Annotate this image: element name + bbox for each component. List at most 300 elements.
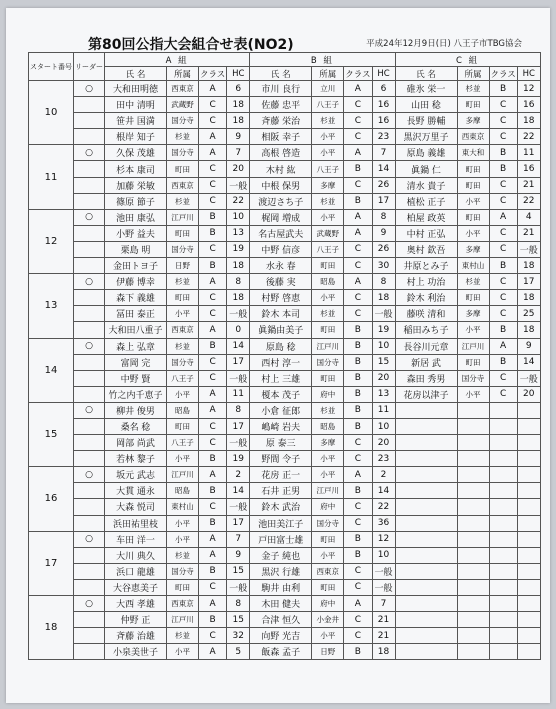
block-a-header: A 組	[105, 53, 250, 67]
block-b-player-affiliation: 町田	[312, 322, 344, 338]
block-b-player-class: B	[344, 370, 372, 386]
leader-mark	[74, 370, 105, 386]
block-c-player-affiliation	[457, 531, 489, 547]
block-b-player-name: 後藤 実	[250, 274, 312, 290]
block-a-player-class: C	[199, 290, 227, 306]
block-a-player-handicap: 一般	[227, 435, 250, 451]
block-c-player-handicap	[517, 531, 540, 547]
block-c-player-class	[489, 483, 517, 499]
block-a-player-handicap: 19	[227, 241, 250, 257]
block-c-player-affiliation	[457, 644, 489, 660]
block-c-player-handicap: 18	[517, 322, 540, 338]
player-row	[29, 402, 541, 418]
col-hc-header: HC	[517, 67, 540, 81]
block-a-player-affiliation: 西東京	[167, 596, 199, 612]
block-c-player-handicap	[517, 579, 540, 595]
block-a-player-name: 金田トヨ子	[105, 258, 167, 274]
block-c-player-affiliation	[457, 612, 489, 628]
block-b-player-name: 村上 三雄	[250, 370, 312, 386]
block-a-player-affiliation: 東村山	[167, 499, 199, 515]
player-row	[29, 370, 541, 386]
block-b-player-name: 榎本 茂子	[250, 386, 312, 402]
block-b-player-affiliation: 昭島	[312, 274, 344, 290]
block-b-player-affiliation: 杉並	[312, 113, 344, 129]
block-c-player-affiliation	[457, 418, 489, 434]
leader-mark: ○	[74, 145, 105, 161]
leader-mark	[74, 547, 105, 563]
block-b-player-handicap: 20	[372, 435, 395, 451]
block-c-player-name: 眞鍋 仁	[395, 161, 457, 177]
block-a-player-class: B	[199, 258, 227, 274]
block-a-player-handicap: 6	[227, 81, 250, 97]
block-a-player-affiliation: 小平	[167, 531, 199, 547]
block-c-player-affiliation: 多摩	[457, 306, 489, 322]
block-c-player-handicap	[517, 628, 540, 644]
block-c-player-affiliation: 西東京	[457, 129, 489, 145]
block-b-player-affiliation: 小平	[312, 290, 344, 306]
block-b-player-affiliation: 八王子	[312, 161, 344, 177]
block-b-player-affiliation: 町田	[312, 531, 344, 547]
block-a-player-handicap: 17	[227, 418, 250, 434]
block-c-player-name: 植松 正子	[395, 193, 457, 209]
block-a-player-affiliation: 町田	[167, 418, 199, 434]
player-row	[29, 209, 541, 225]
col-affiliation-header: 所属	[457, 67, 489, 81]
block-c-player-class: C	[489, 241, 517, 257]
player-row	[29, 483, 541, 499]
block-b-player-handicap: 6	[372, 81, 395, 97]
block-b-player-name: 木田 健夫	[250, 596, 312, 612]
block-a-player-class: B	[199, 563, 227, 579]
block-c-player-handicap	[517, 499, 540, 515]
block-a-player-name: 岡部 尚武	[105, 435, 167, 451]
block-b-player-handicap: 8	[372, 274, 395, 290]
block-b-player-affiliation: 西東京	[312, 563, 344, 579]
player-row	[29, 177, 541, 193]
block-b-player-class: B	[344, 322, 372, 338]
block-b-player-affiliation: 小平	[312, 129, 344, 145]
block-b-player-class: C	[344, 515, 372, 531]
block-b-player-class: B	[344, 354, 372, 370]
block-c-player-handicap	[517, 451, 540, 467]
col-class-header: クラス	[199, 67, 227, 81]
block-b-player-class: A	[344, 467, 372, 483]
block-b-player-handicap: 17	[372, 193, 395, 209]
leader-mark	[74, 161, 105, 177]
block-c-player-name	[395, 418, 457, 434]
block-b-player-class: C	[344, 499, 372, 515]
block-a-player-name: 森上 弘章	[105, 338, 167, 354]
block-a-player-name: 富岡 完	[105, 354, 167, 370]
block-a-player-class: A	[199, 547, 227, 563]
block-c-player-name	[395, 402, 457, 418]
block-c-player-affiliation: 町田	[457, 290, 489, 306]
block-b-player-name: 原 泰三	[250, 435, 312, 451]
block-a-player-handicap: 17	[227, 515, 250, 531]
block-b-player-name: 相阪 幸子	[250, 129, 312, 145]
block-c-player-class: B	[489, 258, 517, 274]
block-b-player-affiliation: 府中	[312, 499, 344, 515]
block-b-player-affiliation: 八王子	[312, 97, 344, 113]
block-a-player-class: C	[199, 161, 227, 177]
block-c-player-name	[395, 612, 457, 628]
block-a-player-name: 浜田祐里枝	[105, 515, 167, 531]
leader-mark	[74, 241, 105, 257]
block-c-player-handicap	[517, 547, 540, 563]
block-b-player-name: 戸田富士雄	[250, 531, 312, 547]
block-a-player-handicap: 15	[227, 612, 250, 628]
block-c-player-class	[489, 563, 517, 579]
block-a-player-class: C	[199, 241, 227, 257]
col-hc-header: HC	[227, 67, 250, 81]
block-b-player-name: 原島 稔	[250, 338, 312, 354]
block-b-player-name: 鈴木 武治	[250, 499, 312, 515]
block-a-player-name: 桑名 稔	[105, 418, 167, 434]
block-a-player-name: 田中 清明	[105, 97, 167, 113]
block-b-player-class: B	[344, 547, 372, 563]
block-c-player-name	[395, 628, 457, 644]
block-c-player-handicap	[517, 483, 540, 499]
block-b-player-handicap: 一般	[372, 579, 395, 595]
block-c-player-handicap	[517, 644, 540, 660]
block-c-player-name	[395, 435, 457, 451]
block-a-player-affiliation: 昭島	[167, 483, 199, 499]
block-c-player-name	[395, 547, 457, 563]
block-b-player-handicap: 10	[372, 418, 395, 434]
block-c-player-class: C	[489, 290, 517, 306]
block-b-player-handicap: 21	[372, 612, 395, 628]
block-b-player-class: C	[344, 241, 372, 257]
block-a-player-class: B	[199, 515, 227, 531]
block-a-player-class: C	[199, 193, 227, 209]
block-c-player-class	[489, 612, 517, 628]
pairing-table-body	[29, 81, 541, 660]
header-row-columns	[29, 67, 541, 81]
block-a-player-class: A	[199, 531, 227, 547]
leader-mark	[74, 563, 105, 579]
block-c-player-handicap: 17	[517, 274, 540, 290]
block-c-player-handicap: 11	[517, 145, 540, 161]
block-c-player-class: C	[489, 225, 517, 241]
page-title: 第80回公指大会組合せ表(NO2)	[88, 37, 294, 53]
block-b-player-handicap: 30	[372, 258, 395, 274]
leader-mark	[74, 225, 105, 241]
block-c-player-handicap: 22	[517, 193, 540, 209]
block-c-player-affiliation: 町田	[457, 209, 489, 225]
block-a-player-class: C	[199, 499, 227, 515]
block-b-player-affiliation: 多摩	[312, 177, 344, 193]
block-b-player-handicap: 9	[372, 225, 395, 241]
block-c-player-affiliation	[457, 467, 489, 483]
block-c-player-handicap: 14	[517, 354, 540, 370]
block-b-player-handicap: 14	[372, 483, 395, 499]
block-a-player-handicap: 13	[227, 225, 250, 241]
block-c-player-handicap: 20	[517, 386, 540, 402]
block-b-player-class: C	[344, 579, 372, 595]
player-row	[29, 290, 541, 306]
leader-mark	[74, 97, 105, 113]
block-b-player-affiliation: 小平	[312, 209, 344, 225]
block-b-player-handicap: 一般	[372, 563, 395, 579]
block-a-player-handicap: 10	[227, 209, 250, 225]
block-a-player-handicap: 19	[227, 451, 250, 467]
player-row	[29, 386, 541, 402]
player-row	[29, 418, 541, 434]
block-b-player-class: B	[344, 531, 372, 547]
block-c-player-handicap: 18	[517, 113, 540, 129]
leader-mark	[74, 386, 105, 402]
block-b-player-name: 渡辺さち子	[250, 193, 312, 209]
block-c-player-name: 稲田みち子	[395, 322, 457, 338]
block-c-player-class: B	[489, 354, 517, 370]
block-b-player-class: B	[344, 193, 372, 209]
block-b-player-handicap: 16	[372, 113, 395, 129]
block-b-player-class: A	[344, 209, 372, 225]
block-a-player-handicap: 15	[227, 563, 250, 579]
block-c-player-affiliation: 小平	[457, 386, 489, 402]
block-a-player-handicap: 一般	[227, 579, 250, 595]
block-c-player-affiliation	[457, 402, 489, 418]
block-b-player-affiliation: 立川	[312, 81, 344, 97]
block-a-player-handicap: 8	[227, 402, 250, 418]
block-a-player-handicap: 一般	[227, 306, 250, 322]
block-b-player-class: C	[344, 177, 372, 193]
player-row	[29, 145, 541, 161]
block-c-player-class	[489, 579, 517, 595]
block-b-player-class: A	[344, 225, 372, 241]
block-b-player-class: C	[344, 129, 372, 145]
block-a-player-name: 若林 黎子	[105, 451, 167, 467]
block-b-player-handicap: 22	[372, 499, 395, 515]
block-a-player-affiliation: 国分寺	[167, 241, 199, 257]
block-b-player-handicap: 2	[372, 467, 395, 483]
block-c-player-affiliation	[457, 515, 489, 531]
block-a-player-class: C	[199, 177, 227, 193]
block-c-player-affiliation: 町田	[457, 161, 489, 177]
block-b-player-affiliation: 国分寺	[312, 515, 344, 531]
block-a-player-affiliation: 小平	[167, 451, 199, 467]
block-c-player-class: B	[489, 145, 517, 161]
block-c-player-class	[489, 644, 517, 660]
block-a-player-name: 加藤 栄敏	[105, 177, 167, 193]
block-a-player-class: C	[199, 113, 227, 129]
block-c-player-class: C	[489, 370, 517, 386]
block-c-player-class: A	[489, 209, 517, 225]
block-a-player-affiliation: 町田	[167, 161, 199, 177]
block-c-player-class: B	[489, 322, 517, 338]
col-hc-header: HC	[372, 67, 395, 81]
block-b-player-handicap: 18	[372, 644, 395, 660]
block-c-player-handicap: 18	[517, 258, 540, 274]
block-a-player-affiliation: 西東京	[167, 81, 199, 97]
block-c-player-name: 黒沢万里子	[395, 129, 457, 145]
leader-mark: ○	[74, 209, 105, 225]
block-c-player-affiliation: 東大和	[457, 145, 489, 161]
block-c-player-handicap: 21	[517, 225, 540, 241]
block-a-player-name: 柳井 俊男	[105, 402, 167, 418]
block-a-player-handicap: 9	[227, 547, 250, 563]
block-a-player-name: 斉藤 治雄	[105, 628, 167, 644]
block-c-player-name: 碓氷 栄一	[395, 81, 457, 97]
block-c-player-class: C	[489, 129, 517, 145]
col-name-header: 氏 名	[250, 67, 312, 81]
block-a-player-class: A	[199, 129, 227, 145]
block-c-player-class: C	[489, 274, 517, 290]
block-b-player-name: 佐藤 忠平	[250, 97, 312, 113]
leader-mark	[74, 113, 105, 129]
block-a-player-affiliation: 国分寺	[167, 563, 199, 579]
block-b-player-name: 池田美江子	[250, 515, 312, 531]
header-row-blocks	[29, 53, 541, 67]
player-row	[29, 612, 541, 628]
block-c-player-name: 奥村 欽吾	[395, 241, 457, 257]
block-a-player-name: 大貫 通永	[105, 483, 167, 499]
start-number: 16	[29, 467, 74, 531]
block-a-player-class: B	[199, 209, 227, 225]
block-a-player-handicap: 一般	[227, 499, 250, 515]
block-b-player-handicap: 21	[372, 628, 395, 644]
block-c-player-class: C	[489, 193, 517, 209]
block-c-player-handicap: 21	[517, 177, 540, 193]
block-c-player-handicap	[517, 596, 540, 612]
block-c-player-affiliation: 多摩	[457, 113, 489, 129]
block-a-player-name: 大和田八重子	[105, 322, 167, 338]
block-a-player-affiliation: 江戸川	[167, 467, 199, 483]
block-a-player-class: C	[199, 354, 227, 370]
start-number: 11	[29, 145, 74, 209]
block-c-player-name: 柏屋 政英	[395, 209, 457, 225]
block-a-player-affiliation: 杉並	[167, 274, 199, 290]
player-row	[29, 306, 541, 322]
block-b-player-class: C	[344, 113, 372, 129]
block-b-player-name: 向野 光吉	[250, 628, 312, 644]
start-number: 18	[29, 596, 74, 660]
block-c-player-affiliation	[457, 579, 489, 595]
block-b-player-affiliation: 府中	[312, 596, 344, 612]
block-b-player-class: C	[344, 258, 372, 274]
block-a-player-class: A	[199, 644, 227, 660]
block-c-player-name: 鈴木 利治	[395, 290, 457, 306]
block-c-player-class	[489, 499, 517, 515]
leader-mark	[74, 499, 105, 515]
block-a-player-class: A	[199, 274, 227, 290]
block-a-player-affiliation: 杉並	[167, 338, 199, 354]
block-b-player-class: C	[344, 306, 372, 322]
block-c-player-name: 藤咲 清和	[395, 306, 457, 322]
block-a-player-name: 浜口 龍雄	[105, 563, 167, 579]
block-c-player-name: 長野 勝輔	[395, 113, 457, 129]
block-b-player-affiliation: 日野	[312, 644, 344, 660]
block-a-player-handicap: 9	[227, 129, 250, 145]
block-a-player-name: 小泉美世子	[105, 644, 167, 660]
block-c-player-name: 森田 秀男	[395, 370, 457, 386]
block-b-player-handicap: 10	[372, 547, 395, 563]
leader-header: リーダー	[74, 53, 105, 81]
leader-mark: ○	[74, 596, 105, 612]
block-c-player-affiliation	[457, 628, 489, 644]
block-a-player-name: 池田 康弘	[105, 209, 167, 225]
block-b-player-name: 村野 啓恵	[250, 290, 312, 306]
block-a-player-handicap: 2	[227, 467, 250, 483]
block-c-player-name: 花房以津子	[395, 386, 457, 402]
block-a-player-affiliation: 西東京	[167, 322, 199, 338]
player-row	[29, 258, 541, 274]
block-a-player-affiliation: 八王子	[167, 435, 199, 451]
block-a-player-class: C	[199, 418, 227, 434]
block-b-player-affiliation: 多摩	[312, 435, 344, 451]
block-a-player-class: A	[199, 386, 227, 402]
block-a-player-handicap: 20	[227, 161, 250, 177]
block-c-player-affiliation: 町田	[457, 354, 489, 370]
col-class-header: クラス	[344, 67, 372, 81]
block-c-player-class: C	[489, 306, 517, 322]
block-a-player-handicap: 17	[227, 354, 250, 370]
player-row	[29, 97, 541, 113]
block-c-player-handicap	[517, 563, 540, 579]
block-b-player-class: C	[344, 612, 372, 628]
block-c-player-name	[395, 579, 457, 595]
block-a-player-handicap: 0	[227, 322, 250, 338]
block-a-player-handicap: 18	[227, 258, 250, 274]
block-c-player-handicap: 一般	[517, 370, 540, 386]
block-a-player-handicap: 22	[227, 193, 250, 209]
block-c-header: C 組	[395, 53, 540, 67]
leader-mark	[74, 290, 105, 306]
block-c-player-name	[395, 531, 457, 547]
block-b-player-class: C	[344, 451, 372, 467]
block-c-player-affiliation: 国分寺	[457, 370, 489, 386]
block-b-player-handicap: 11	[372, 402, 395, 418]
block-a-player-affiliation: 昭島	[167, 402, 199, 418]
block-a-player-class: C	[199, 435, 227, 451]
block-a-player-handicap: 18	[227, 290, 250, 306]
block-a-player-class: A	[199, 402, 227, 418]
block-c-player-affiliation: 杉並	[457, 274, 489, 290]
block-b-player-affiliation: 昭島	[312, 418, 344, 434]
block-a-player-affiliation: 杉並	[167, 129, 199, 145]
block-a-player-class: B	[199, 225, 227, 241]
block-a-player-name: 篠原 節子	[105, 193, 167, 209]
block-c-player-class	[489, 402, 517, 418]
start-number: 14	[29, 338, 74, 402]
start-number: 17	[29, 531, 74, 595]
block-a-player-name: 笹井 国満	[105, 113, 167, 129]
block-c-player-handicap: 4	[517, 209, 540, 225]
col-affiliation-header: 所属	[167, 67, 199, 81]
leader-mark	[74, 129, 105, 145]
block-a-player-name: 中野 賢	[105, 370, 167, 386]
block-b-player-name: 駒井 由利	[250, 579, 312, 595]
block-b-player-handicap: 13	[372, 386, 395, 402]
block-a-player-class: B	[199, 612, 227, 628]
block-c-player-class: C	[489, 97, 517, 113]
block-a-player-class: B	[199, 338, 227, 354]
block-a-player-affiliation: 町田	[167, 290, 199, 306]
block-b-player-handicap: 7	[372, 596, 395, 612]
player-row	[29, 467, 541, 483]
block-a-player-class: C	[199, 628, 227, 644]
block-c-player-name: 新居 武	[395, 354, 457, 370]
block-b-player-affiliation: 小平	[312, 145, 344, 161]
block-c-player-class	[489, 531, 517, 547]
block-c-player-handicap: 25	[517, 306, 540, 322]
block-b-player-class: B	[344, 386, 372, 402]
block-a-player-class: C	[199, 370, 227, 386]
leader-mark	[74, 258, 105, 274]
block-b-player-affiliation: 江戸川	[312, 483, 344, 499]
block-a-player-class: C	[199, 579, 227, 595]
leader-mark: ○	[74, 338, 105, 354]
